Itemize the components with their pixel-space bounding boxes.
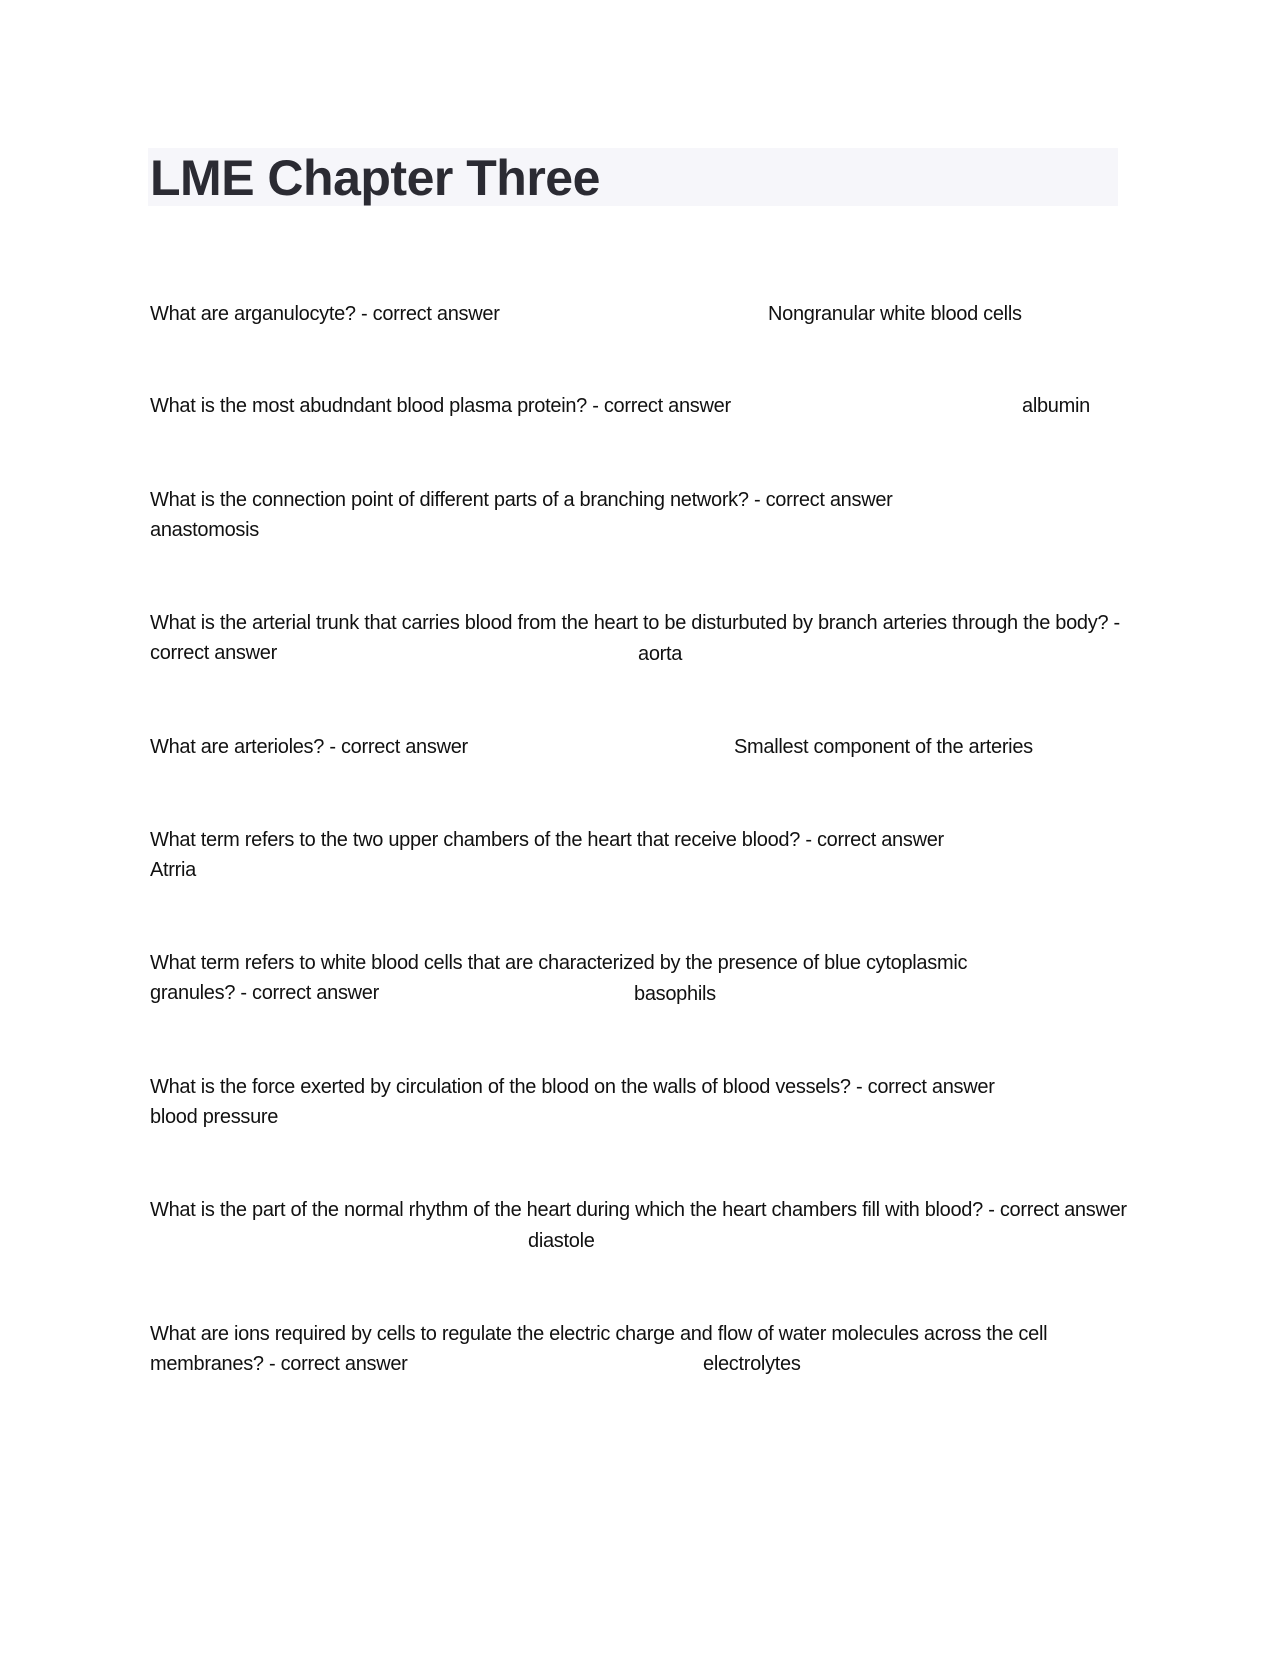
question-10: What are ions required by cells to regulate the electric charge and flow of water molecules across the cell membranes? - correct answer bbox=[150, 1323, 1048, 1375]
answer-9: diastole bbox=[528, 1230, 595, 1252]
answer-4: aorta bbox=[638, 643, 683, 665]
question-5: What are arterioles? - correct answer bbox=[150, 736, 468, 758]
answer-5: Smallest component of the arteries bbox=[734, 736, 1033, 758]
question-8: What is the force exerted by circulation of the blood on the walls of blood vessels? - correct answer bbox=[150, 1076, 995, 1098]
question-1: What are arganulocyte? - correct answer bbox=[150, 303, 500, 325]
answer-3: anastomosis bbox=[150, 519, 259, 541]
question-4: What is the arterial trunk that carries blood from the heart to be disturbuted by branch arteries through the body? - correct answer bbox=[150, 612, 1120, 664]
answer-7: basophils bbox=[634, 983, 716, 1005]
question-7: What term refers to white blood cells that are characterized by the presence of blue cytoplasmic granules? - correct answer bbox=[150, 952, 968, 1004]
answer-1: Nongranular white blood cells bbox=[768, 303, 1022, 325]
answer-6: Atrria bbox=[150, 859, 196, 881]
question-6: What term refers to the two upper chambers of the heart that receive blood? - correct answer bbox=[150, 829, 944, 851]
answer-10: electrolytes bbox=[703, 1353, 801, 1375]
answer-2: albumin bbox=[1022, 395, 1090, 417]
question-2: What is the most abudndant blood plasma protein? - correct answer bbox=[150, 395, 731, 417]
question-3: What is the connection point of different parts of a branching network? - correct answer bbox=[150, 489, 893, 511]
question-9: What is the part of the normal rhythm of the heart during which the heart chambers fill with blood? - correct answer bbox=[150, 1199, 1127, 1221]
page-title: LME Chapter Three bbox=[150, 150, 600, 206]
answer-8: blood pressure bbox=[150, 1106, 279, 1128]
